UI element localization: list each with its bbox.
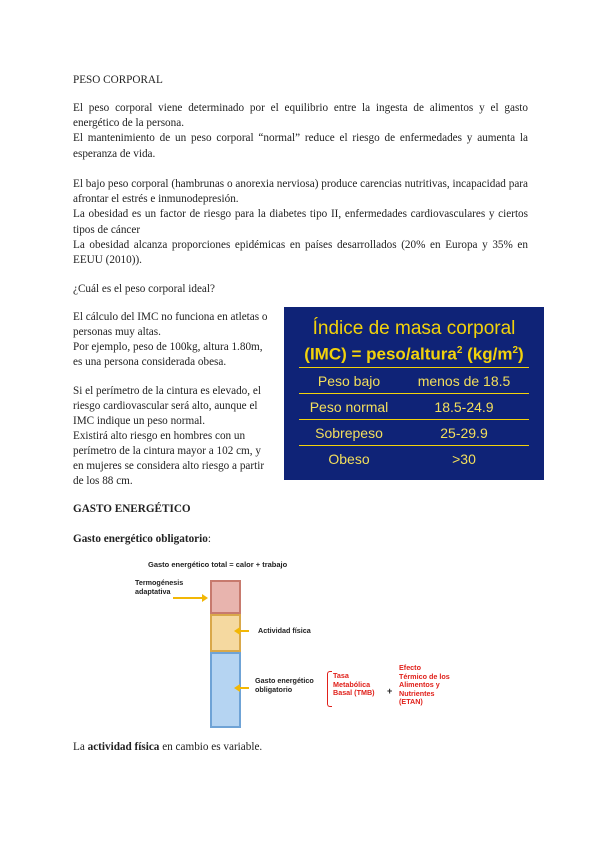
- risk-paragraph: [73, 177, 528, 268]
- row-value: menos de 18.5: [417, 373, 511, 389]
- question-text: ¿Cuál es el peso corporal ideal?: [73, 283, 215, 295]
- table-divider: [299, 419, 529, 420]
- label-line: Alimentos y: [399, 680, 440, 689]
- tmb-label: [333, 672, 375, 698]
- label-line: Nutrientes: [399, 688, 435, 698]
- label-line: Efecto: [399, 663, 421, 672]
- label-line: Tasa: [333, 671, 349, 680]
- table-row: [299, 447, 529, 473]
- row-label: Peso normal: [309, 399, 389, 415]
- subheading-text: Gasto energético obligatorio: [73, 533, 208, 545]
- note-line: personas muy altas.: [73, 326, 161, 338]
- arrow-icon: [173, 597, 203, 599]
- imc-formula-end: ): [518, 344, 524, 364]
- paragraph-line: El bajo peso corporal (hambrunas o anorexia nerviosa) produce carencias nutritivas, incapacidad para afrontar el estrés e inmunodepresión.: [73, 178, 528, 206]
- note-line: Existirá alto riesgo en hombres con un: [73, 430, 246, 442]
- imc-formula-sup2: 2: [512, 345, 519, 356]
- brace-icon: [327, 671, 332, 707]
- subheading-colon: :: [207, 533, 211, 545]
- energy-diagram: [115, 548, 515, 738]
- note-line: IMC indique un peso normal.: [73, 415, 206, 427]
- final-prefix: La: [73, 741, 88, 753]
- label-line: Metabólica: [333, 679, 371, 689]
- etan-label: [399, 664, 450, 707]
- final-suffix: en cambio es variable.: [159, 741, 263, 753]
- table-row: [299, 421, 529, 447]
- plus-sign: +: [387, 686, 393, 696]
- waist-note: [73, 384, 278, 489]
- note-line: perímetro de la cintura mayor a 102 cm, y: [73, 445, 261, 457]
- imc-note: [73, 310, 278, 370]
- label-line: adaptativa: [135, 586, 171, 596]
- arrow-icon: [239, 687, 249, 689]
- activity-label: Actividad física: [258, 626, 311, 635]
- label-line: Basal (TMB): [333, 688, 375, 697]
- label-line: Térmico de los: [399, 671, 450, 681]
- row-value: 18.5-24.9: [434, 399, 494, 415]
- subheading: [73, 532, 211, 547]
- row-value: >30: [452, 451, 476, 467]
- imc-formula: [284, 340, 544, 366]
- table-divider: [299, 445, 529, 446]
- section-heading: GASTO ENERGÉTICO: [73, 503, 191, 515]
- label-line: obligatorio: [255, 684, 293, 694]
- label-line: Gasto energético: [255, 676, 314, 685]
- imc-table: [284, 307, 544, 480]
- label-line: Termogénesis: [135, 578, 184, 587]
- paragraph-line: La obesidad es un factor de riesgo para la diabetes tipo II, enfermedades cardiovasculares y ciertos tipos de cáncer: [73, 208, 528, 236]
- arrow-icon: [239, 630, 249, 632]
- final-bold: actividad física: [87, 741, 160, 753]
- note-line: riesgo cardiovascular será alto, aunque el: [73, 400, 258, 412]
- thermogenesis-bar: [210, 580, 241, 614]
- paragraph-line: El mantenimiento de un peso corporal “normal” reduce el riesgo de enfermedades y aumenta la esperanza de vida.: [73, 132, 528, 160]
- final-sentence: [73, 740, 262, 755]
- row-label: Obeso: [328, 451, 370, 467]
- paragraph-line: La obesidad alcanza proporciones epidémicas en países desarrollados (20% en Europa y 35% en EEUU (2010)).: [73, 238, 528, 267]
- page-title: PESO CORPORAL: [73, 74, 163, 86]
- note-line: Por ejemplo, peso de 100kg, altura 1.80m,: [73, 341, 263, 353]
- paragraph-line: El peso corporal viene determinado por el equilibrio entre la ingesta de alimentos y el gasto energético de la persona.: [73, 102, 528, 130]
- note-line: El cálculo del IMC no funciona en atletas o: [73, 311, 268, 323]
- label-line: (ETAN): [399, 697, 423, 706]
- row-label: Sobrepeso: [315, 425, 383, 441]
- note-line: Si el perímetro de la cintura es elevado, el: [73, 385, 261, 397]
- row-value: 25-29.9: [440, 425, 488, 441]
- table-divider: [299, 393, 529, 394]
- note-line: es una persona considerada obesa.: [73, 356, 227, 368]
- diagram-title: Gasto energético total = calor + trabajo: [148, 560, 288, 569]
- note-line: en mujeres se considera alto riesgo a partir: [73, 460, 265, 472]
- obligatory-label: [255, 677, 314, 694]
- imc-title: Índice de masa corporal: [312, 318, 516, 339]
- table-row: [299, 369, 529, 395]
- intro-paragraph: [73, 101, 528, 162]
- table-row: [299, 395, 529, 421]
- imc-formula-mid: (kg/m: [462, 344, 513, 364]
- row-label: Peso bajo: [317, 373, 381, 389]
- thermogenesis-label: [135, 579, 183, 596]
- table-divider: [299, 367, 529, 368]
- imc-formula-prefix: (IMC) = peso/altura: [304, 344, 457, 364]
- imc-formula-sup: 2: [456, 345, 463, 356]
- note-line: de los 88 cm.: [73, 475, 133, 487]
